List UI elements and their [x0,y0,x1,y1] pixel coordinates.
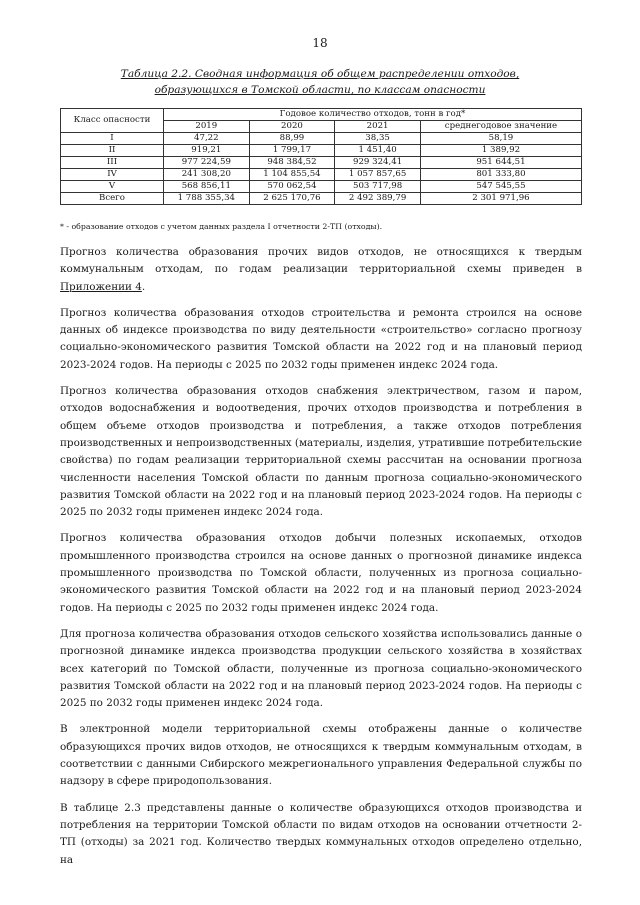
paragraph-text: Прогноз количества образования прочих видов отходов, не относящихся к твердым коммунальным отходам, по годам реализации территориальной схемы приведен в [60,246,582,276]
value-cell: 2 625 170,76 [249,193,335,205]
value-cell: 1 799,17 [249,145,335,157]
value-cell: 58,19 [420,133,581,145]
table-caption-line-1: Таблица 2.2. Сводная информация об общем распределении отходов, [120,68,520,80]
paragraph: Прогноз количества образования отходов добычи полезных ископаемых, отходов промышленного производства строился на основе данных о прогнозной динамике индекса промышленного производства по Томской области, полученных из прогноза социально-экономического развития Томской области на 2022 год и на плановый период 2023-2024 годов. На периоды с 2025 по 2032 годы применен индекс 2024 года. [60,532,582,614]
waste-hazard-class-table [60,108,582,205]
paragraph [60,244,582,296]
value-cell: 2 492 389,79 [335,193,421,205]
value-cell: 241 308,20 [164,169,250,181]
value-cell: 1 451,40 [335,145,421,157]
value-cell: 1 057 857,65 [335,169,421,181]
hazard-class-cell: IV [61,169,164,181]
value-cell: 801 333,80 [420,169,581,181]
value-cell: 2 301 971,96 [420,193,581,205]
value-cell: 1 788 355,34 [164,193,250,205]
column-header-year: 2019 [164,121,250,133]
paragraph: В таблице 2.3 представлены данные о количестве образующихся отходов производства и потребления на территории Томской области по видам отходов на основании отчетности 2-ТП (отходы) за 2021 год. Количество твердых коммунальных отходов определено отдельно, на [60,801,582,866]
value-cell: 948 384,52 [249,157,335,169]
table-row [61,181,582,193]
value-cell: 570 062,54 [249,181,335,193]
value-cell: 977 224,59 [164,157,250,169]
paragraph: Прогноз количества образования отходов строительства и ремонта строился на основе данных об индексе производства по виду деятельности «строительство» согласно прогнозу социально-экономического развития Томской области на 2022 год и на плановый период 2023-2024 годов. На периоды с 2025 по 2032 годы применен индекс 2024 года. [60,306,582,371]
column-header-annual-average: среднегодовое значение [420,121,581,133]
value-cell: 503 717,98 [335,181,421,193]
paragraph: В электронной модели территориальной схемы отображены данные о количестве образующихся прочих видов отходов, не относящихся к твердым коммунальным отходам, в соответствии с данными Сибирского межрегионального управления Федеральной службы по надзору в сфере природопользования. [60,723,582,788]
column-header-hazard-class: Класс опасности [61,109,164,133]
value-cell: 951 644,51 [420,157,581,169]
paragraph-text: . [141,280,146,293]
value-cell: 929 324,41 [335,157,421,169]
value-cell: 1 389,92 [420,145,581,157]
value-cell: 88,99 [249,133,335,145]
table-row [61,145,582,157]
table-caption [60,66,580,98]
column-header-annual-amount: Годовое количество отходов, тонн в год* [164,109,582,121]
table-caption-line-2: образующихся в Томской области, по классам опасности [154,84,486,96]
body-text [60,244,582,878]
hazard-class-cell: V [61,181,164,193]
page-number: 18 [312,36,328,50]
value-cell: 47,22 [164,133,250,145]
appendix-4-link[interactable]: Приложении 4 [60,280,142,293]
value-cell: 919,21 [164,145,250,157]
value-cell: 38,35 [335,133,421,145]
paragraph: Для прогноза количества образования отходов сельского хозяйства использовались данные о прогнозной динамике индекса производства продукции сельского хозяйства в хозяйствах всех категорий по Томской области, полученные из прогноза социально-экономического развития Томской области на 2022 год и на плановый период 2023-2024 годов. На периоды с 2025 по 2032 годы применен индекс 2024 года. [60,627,582,710]
table-row-total [61,193,582,205]
hazard-class-cell: I [61,133,164,145]
table-row [61,157,582,169]
table-footnote: * - образование отходов с учетом данных раздела I отчетности 2-ТП (отходы). [60,222,383,231]
paragraph: Прогноз количества образования отходов снабжения электричеством, газом и паром, отходов водоснабжения и водоотведения, прочих отходов производства и потребления в общем объеме отходов производства и потребления, а также отходов потребления производственных и непроизводственных (материалы, изделия, утратившие потребительские свойства) по годам реализации территориальной схемы рассчитан на основании прогноза численности населения Томской области по данным прогноза социально-экономического развития Томской области на 2022 год и на плановый период 2023-2024 годов. На периоды с 2025 по 2032 годы применен индекс 2024 года. [60,385,582,519]
value-cell: 1 104 855,54 [249,169,335,181]
value-cell: 568 856,11 [164,181,250,193]
value-cell: 547 545,55 [420,181,581,193]
hazard-class-cell: II [61,145,164,157]
column-header-year: 2021 [335,121,421,133]
column-header-year: 2020 [249,121,335,133]
hazard-class-cell: Всего [61,193,164,205]
table-row [61,169,582,181]
hazard-class-cell: III [61,157,164,169]
table-row [61,133,582,145]
